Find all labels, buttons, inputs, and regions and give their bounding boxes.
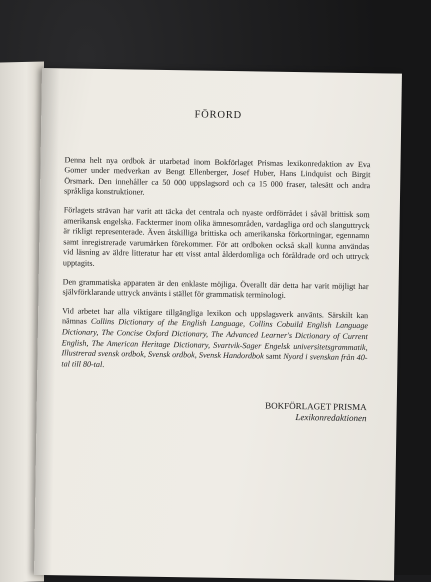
paragraph-sources	[61, 306, 368, 374]
page-content	[60, 108, 371, 424]
book-page	[34, 68, 402, 581]
sources-titles: Collins Dictionary of the English Language, Collins Cobuild English Language Dictionary, The Concise Oxford Dictionary, The Advanced Learner's Dictionary of Current English, The American Heritage Dictionary, Svartvik-Sager Engelsk universitetsgrammatik, Illustrerad svensk ordbok, Svensk ordbok, Svensk Handordbok	[61, 317, 369, 361]
signature-publisher: BOKFÖRLAGET PRISMA	[265, 400, 367, 413]
page-title: FÖRORD	[194, 109, 243, 122]
paragraph-scope: Förlagets strävan har varit att täcka det centrala och nyaste ordförrådet i såväl brittisk som amerikansk engelska. Facktermer inom olika ämnesområden, vardagliga ord och slanguttryck är rikligt representerade. Även åtskilliga brittiska och amerikanska förkortningar, egennamn samt inregistrerade varumärken förekommer. För att ordboken också skall kunna användas vid läsning av äldre litteratur har ett visst antal ålderdomliga och föråldrade ord och uttryck upptagits.	[62, 205, 370, 268]
paragraph-grammar: Den grammatiska apparaten är den enklaste möjliga. Överallt där detta har varit möjligt har självförklarande uttryck använts i stället för grammatisk terminologi.	[62, 276, 369, 300]
sources-intro: Vid arbetet har alla viktigare tillgängliga lexikon och uppslagsverk använts. Särskilt kan nämnas	[61, 306, 369, 327]
sources-end: .	[102, 359, 105, 369]
sources-last-title: Nyord i svenskan från 40-tal till 80-tal	[61, 351, 368, 369]
sources-middle: samt	[263, 351, 284, 361]
signature	[60, 398, 366, 425]
signature-department: Lexikonredaktionen	[295, 412, 367, 424]
paragraph-intro: Denna helt nya ordbok är utarbetad inom Bokförlaget Prismas lexikonredaktion av Eva Gomer under medverkan av Bengt Ellenberger, Josef Huber, Hans Lindquist och Birgit Örsmark. Den innehåller ca 50 000 uppslagsord och ca 15 000 fraser, talesätt och andra språkliga konstruktioner.	[63, 154, 371, 198]
